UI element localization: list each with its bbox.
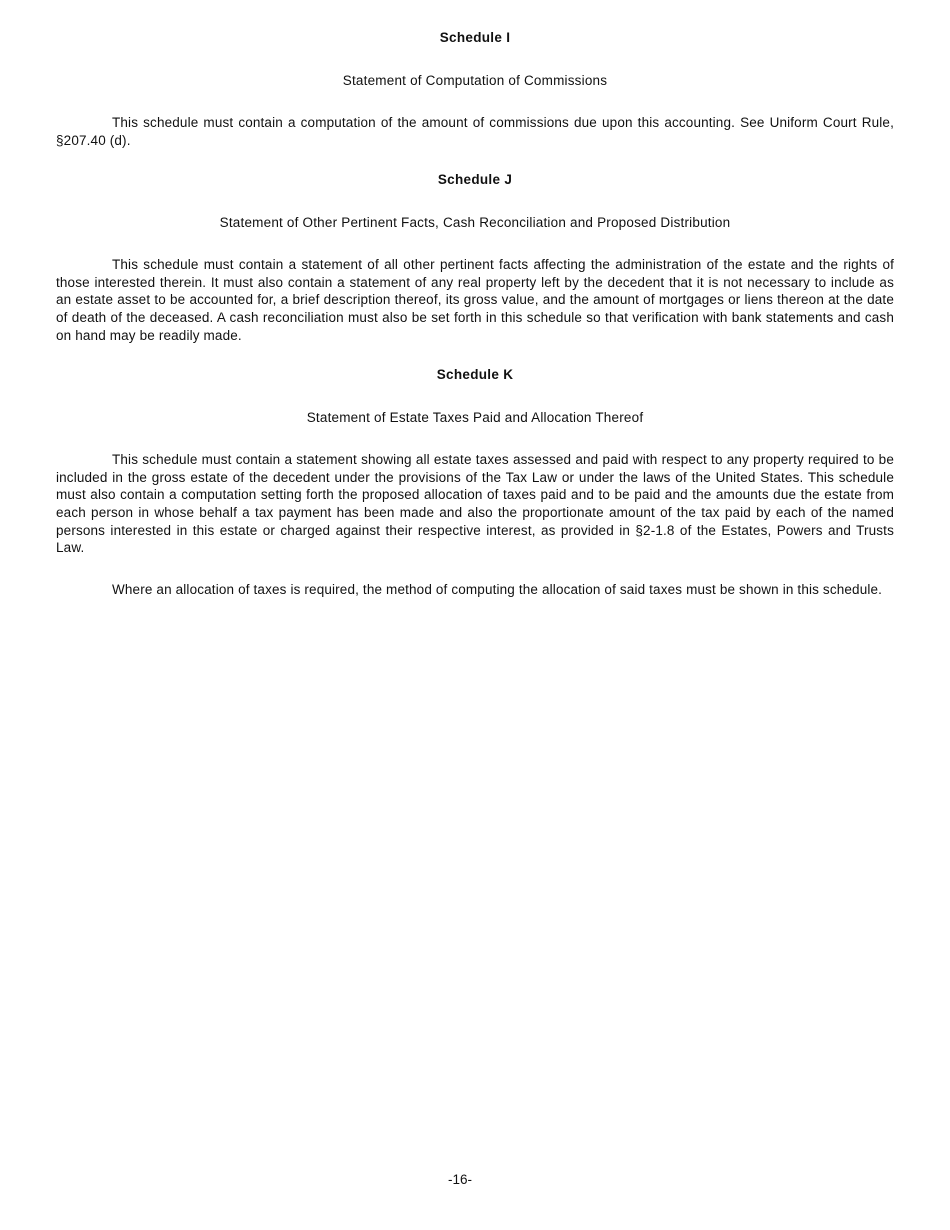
schedule-j-paragraph: This schedule must contain a statement of all other pertinent facts affecting the administration of the estate and the rights of those interested therein. It must also contain a statement of any real property left by the decedent that it is not necessary to include as an estate asset to be accounted for, a brief description thereof, its gross value, and the amount of mortgages or liens thereon at the date of death of the deceased. A cash reconciliation must also be set forth in this schedule so that verification with bank statements and cash on hand may be readily made. [56, 257, 894, 343]
schedule-k-heading: Schedule K [436, 367, 514, 383]
schedule-k-paragraph-1: This schedule must contain a statement showing all estate taxes assessed and paid with respect to any property required to be included in the gross estate of the decedent under the provisions of the Tax Law or under the laws of the United States. This schedule must also contain a computation setting forth the proposed allocation of taxes paid and to be paid and the amounts due the estate from each person in whose behalf a tax payment has been made and also the proportionate amount of the tax paid by each of the named persons interested in this estate or charged against their respective interest, as provided in §2-1.8 of the Estates, Powers and Trusts Law. [56, 452, 894, 556]
schedule-k-subheading: Statement of Estate Taxes Paid and Allocation Thereof [306, 410, 644, 426]
schedule-i-subheading: Statement of Computation of Commissions [342, 73, 608, 88]
document-page [56, 29, 894, 600]
schedule-j-subheading: Statement of Other Pertinent Facts, Cash Reconciliation and Proposed Distribution [219, 215, 731, 231]
schedule-i-heading: Schedule I [439, 30, 511, 45]
schedule-i-paragraph: This schedule must contain a computation of the amount of commissions due upon this accounting. See Uniform Court Rule, §207.40 (d). [56, 115, 894, 148]
schedule-j-heading: Schedule J [437, 172, 513, 188]
schedule-k-paragraph-2: Where an allocation of taxes is required, the method of computing the allocation of said taxes must be shown in this schedule. [112, 581, 883, 597]
page-number: -16- [447, 1172, 472, 1187]
